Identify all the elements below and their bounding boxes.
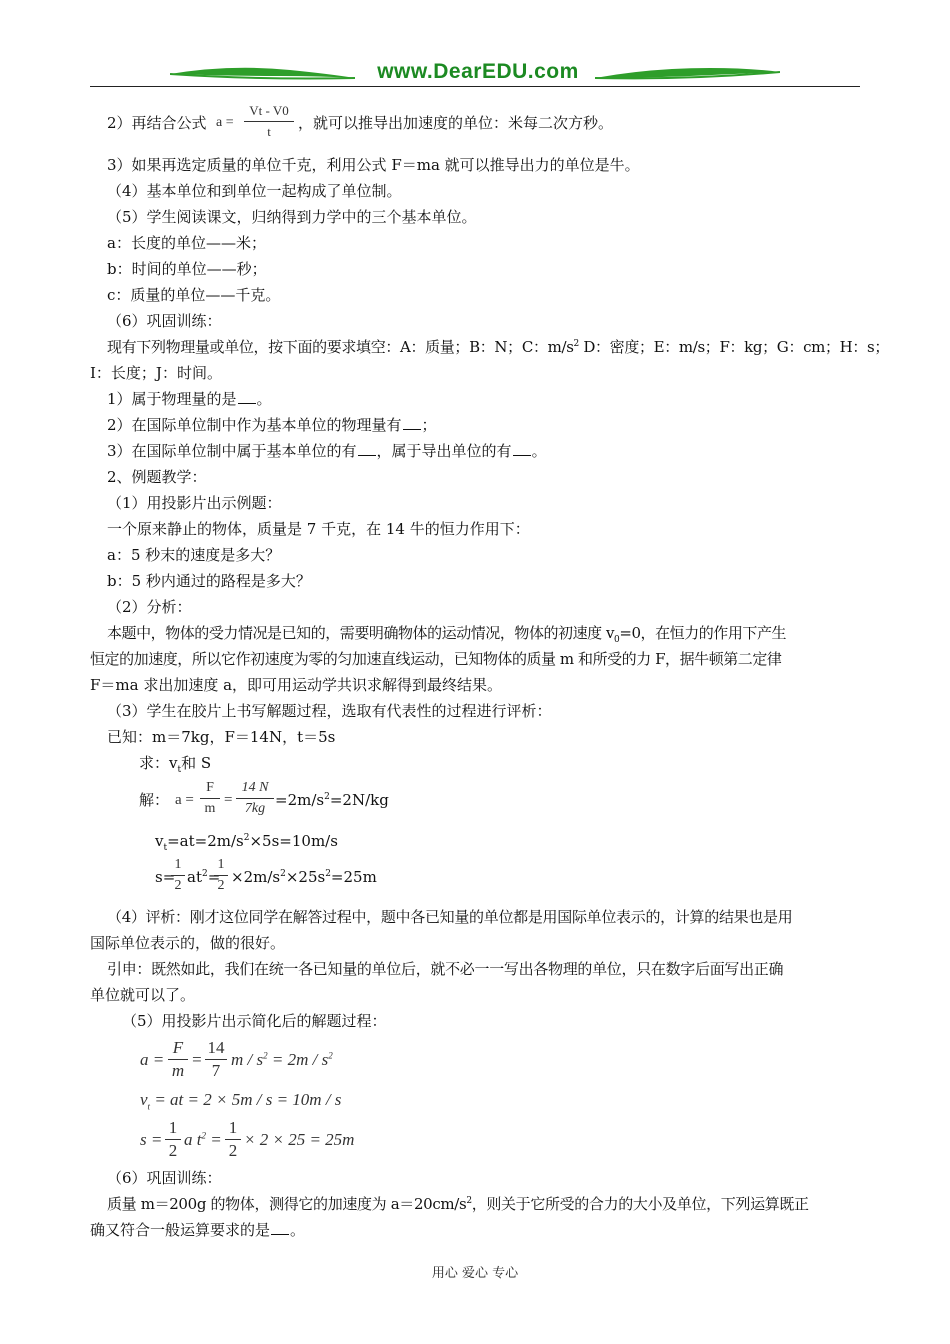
solution-fraction-2 — [236, 780, 274, 817]
text-span: =at=2m/s — [167, 832, 244, 850]
text-line-17: a：5 秒末的速度是多大？ — [107, 546, 281, 564]
text-line-35 — [107, 1194, 809, 1214]
fraction-bar — [165, 1139, 181, 1140]
superscript: 2 — [466, 1196, 472, 1206]
fraction-numerator: 14 — [207, 1038, 225, 1057]
text-span: =0，在恒力的作用下产生 — [619, 624, 787, 642]
text-span: 3）在国际单位制中属于基本单位的有 — [107, 442, 357, 460]
text-line-14: 2、例题教学： — [107, 468, 207, 486]
text-line-3: （4）基本单位和到单位一起构成了单位制。 — [107, 182, 402, 200]
math-line-3-end: × 2 × 25 = 25m — [244, 1130, 355, 1149]
text-span: 。 — [531, 442, 547, 460]
fraction-denominator: 7kg — [244, 801, 266, 816]
text-line-7: c：质量的单位——千克。 — [107, 286, 281, 304]
math-line-3-lhs: s = — [140, 1130, 163, 1149]
half-fraction — [171, 857, 185, 894]
text-span: ； — [421, 416, 437, 434]
text-span: = 2m / s — [271, 1050, 329, 1069]
text-span: ×5s=10m/s — [249, 832, 338, 850]
formula-fraction — [244, 103, 294, 140]
text-span: ，则关于它所受的合力的大小及单位，下列运算既正 — [471, 1195, 809, 1213]
text-line-11 — [107, 389, 272, 409]
fraction-bar — [236, 798, 274, 799]
math-line-1-lhs: a = — [140, 1050, 165, 1069]
solution-result — [275, 790, 389, 810]
answer-blank — [271, 1222, 289, 1235]
superscript: 2 — [573, 339, 579, 349]
text-span: 本题中，物体的受力情况是已知的，需要明确物体的运动情况，物体的初速度 v — [107, 624, 615, 642]
text-line-36 — [90, 1220, 305, 1240]
fraction-denominator: m — [204, 801, 216, 816]
text-span: at — [187, 868, 202, 886]
text-span: 确又符合一般运算要求的是 — [90, 1221, 271, 1239]
subscript: t — [147, 1101, 151, 1112]
superscript: 2 — [324, 792, 330, 802]
text-line-30: 国际单位表示的，做的很好。 — [90, 934, 286, 952]
text-line-15: （1）用投影片出示例题： — [107, 494, 282, 512]
equals-sign: = — [224, 792, 233, 808]
fraction-numerator: 14 N — [241, 780, 269, 795]
text-span: 2）再结合公式 — [107, 114, 207, 132]
text-line-32: 单位就可以了。 — [90, 986, 196, 1004]
math-fraction-F-m — [168, 1038, 188, 1081]
text-span: =2N/kg — [329, 791, 389, 809]
text-span: 1）属于物理量的是 — [107, 390, 237, 408]
answer-blank — [358, 443, 376, 456]
text-line-12 — [107, 415, 437, 435]
text-line-10: I：长度；J：时间。 — [90, 364, 222, 382]
text-line-4: （5）学生阅读课文，归纳得到力学中的三个基本单位。 — [107, 208, 477, 226]
text-span: v — [155, 832, 164, 850]
formula-lhs: a = — [216, 115, 234, 130]
math-fraction-half-2 — [225, 1118, 241, 1161]
text-span: = — [210, 1130, 222, 1149]
text-span: 2）在国际单位制中作为基本单位的物理量有 — [107, 416, 402, 434]
logo-text: www.DearEDU.com — [377, 60, 579, 83]
text-span: 求：v — [139, 754, 178, 772]
fraction-numerator: Vt - V0 — [249, 103, 289, 118]
text-line-27 — [155, 831, 338, 851]
math-equals: = — [191, 1050, 203, 1069]
text-line-1-tail: ，就可以推导出加速度的单位：米每二次方秒。 — [298, 114, 614, 132]
text-span: ×2m/s — [231, 868, 281, 886]
subscript: t — [177, 765, 182, 775]
text-line-6: b：时间的单位——秒； — [107, 260, 267, 278]
math-line-1-rhs — [231, 1050, 333, 1070]
fraction-numerator: 1 — [228, 1118, 238, 1137]
text-line-20 — [107, 623, 786, 643]
text-span: ×25s — [285, 868, 326, 886]
math-fraction-14-7 — [205, 1038, 227, 1081]
fraction-bar — [205, 1059, 227, 1060]
text-span: 。 — [256, 390, 272, 408]
page-footer: 用心 爱心 专心 — [431, 1266, 519, 1281]
solution-label: 解： — [139, 791, 170, 809]
fraction-denominator: t — [267, 124, 271, 139]
text-line-31: 引申：既然如此，我们在统一各已知量的单位后，就不必一一写出各物理的单位，只在数字后面写出正确 — [107, 960, 784, 978]
answer-blank — [513, 443, 531, 456]
fraction-bar — [214, 875, 228, 876]
subscript: 0 — [614, 635, 620, 645]
fraction-numerator: 1 — [174, 857, 182, 872]
fraction-denominator: 7 — [211, 1061, 221, 1080]
text-line-8: （6）巩固训练： — [107, 312, 222, 330]
text-line-24: 已知：m＝7kg，F＝14N，t＝5s — [107, 728, 336, 746]
fraction-numerator: 1 — [217, 857, 225, 872]
text-span: 质量 m＝200g 的物体，测得它的加速度为 a＝20cm/s — [107, 1195, 467, 1213]
fraction-denominator: m — [171, 1061, 185, 1080]
text-span: =2m/s — [275, 791, 325, 809]
fraction-denominator: 2 — [217, 878, 225, 893]
superscript: 2 — [325, 869, 331, 879]
fraction-denominator: 2 — [168, 1141, 178, 1160]
text-line-28-start: s= — [155, 868, 176, 886]
fraction-bar — [168, 1059, 188, 1060]
text-span: =25m — [330, 868, 377, 886]
superscript: 2 — [263, 1050, 268, 1061]
text-span: a t — [184, 1130, 202, 1149]
fraction-numerator: F — [172, 1038, 184, 1057]
text-line-34: （6）巩固训练： — [107, 1169, 222, 1187]
text-span: 。 — [290, 1221, 306, 1239]
text-line-5: a：长度的单位——米； — [107, 234, 266, 252]
text-span: m / s — [231, 1050, 264, 1069]
text-line-22: F＝ma 求出加速度 a，即可用运动学共识求解得到最终结果。 — [90, 676, 503, 694]
text-span: 和 S — [181, 754, 212, 772]
text-line-16: 一个原来静止的物体，质量是 7 千克，在 14 牛的恒力作用下： — [107, 520, 530, 538]
text-span: = at = 2 × 5m / s = 10m / s — [154, 1090, 342, 1109]
text-line-13 — [107, 441, 547, 461]
text-line-21: 恒定的加速度，所以它作初速度为零的匀加速直线运动，已知物体的质量 m 和所受的力 F，据牛顿第二定律 — [90, 650, 782, 668]
superscript: 2 — [201, 869, 208, 879]
text-line-2: 3）如果再选定质量的单位千克，利用公式 F＝ma 就可以推导出力的单位是牛。 — [107, 156, 640, 174]
fraction-bar — [200, 798, 220, 799]
math-fraction-half — [165, 1118, 181, 1161]
math-line-2 — [140, 1090, 341, 1110]
text-line-9 — [107, 337, 889, 357]
solution-lhs: a = — [175, 792, 194, 808]
superscript: 2 — [201, 1130, 206, 1141]
text-span: v — [140, 1090, 148, 1109]
fraction-numerator: 1 — [168, 1118, 178, 1137]
answer-blank — [238, 391, 256, 404]
fraction-denominator: 2 — [228, 1141, 238, 1160]
fraction-bar — [225, 1139, 241, 1140]
text-line-18: b：5 秒内通过的路程是多大？ — [107, 572, 311, 590]
text-span: ，属于导出单位的有 — [376, 442, 512, 460]
superscript: 2 — [328, 1050, 333, 1061]
math-line-3-mid — [184, 1130, 222, 1150]
text-line-23: （3）学生在胶片上书写解题过程，选取有代表性的过程进行评析： — [107, 702, 552, 720]
answer-blank — [403, 417, 421, 430]
subscript: t — [163, 843, 168, 853]
fraction-bar — [244, 121, 294, 122]
text-line-1 — [107, 113, 207, 133]
text-line-28-end — [231, 867, 377, 887]
superscript: 2 — [243, 833, 250, 843]
header-rule — [90, 86, 860, 87]
solution-fraction-1 — [200, 780, 220, 817]
text-line-29: （4）评析：刚才这位同学在解答过程中，题中各已知量的单位都是用国际单位表示的，计算的结果也是用 — [107, 908, 793, 926]
text-line-19: （2）分析： — [107, 598, 192, 616]
text-span: 现有下列物理量或单位，按下面的要求填空：A：质量；B：N；C：m/s — [107, 338, 574, 356]
text-line-33: （5）用投影片出示简化后的解题过程： — [122, 1012, 387, 1030]
text-span: D：密度；E：m/s；F：kg；G：cm；H：s； — [578, 338, 890, 356]
half-fraction-2 — [214, 857, 228, 894]
fraction-denominator: 2 — [174, 878, 182, 893]
superscript: 2 — [280, 869, 286, 879]
text-span: = — [207, 868, 221, 886]
fraction-bar — [171, 875, 185, 876]
fraction-numerator: F — [206, 780, 214, 795]
text-line-25 — [139, 753, 211, 773]
